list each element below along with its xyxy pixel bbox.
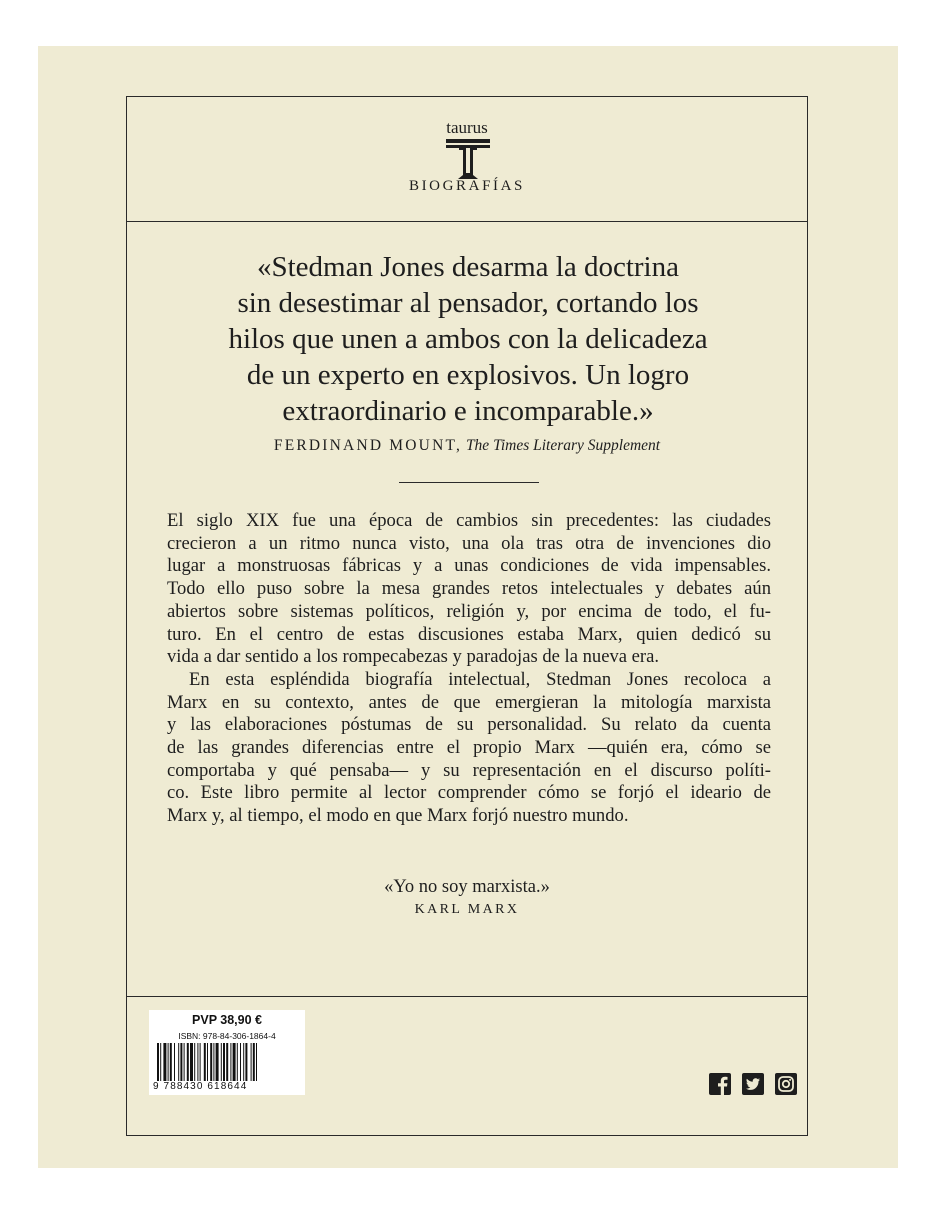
barcode-bar bbox=[240, 1043, 241, 1081]
social-icons bbox=[703, 1073, 797, 1095]
barcode-bar bbox=[210, 1043, 212, 1081]
barcode-bar bbox=[204, 1043, 206, 1081]
book-back-cover bbox=[38, 46, 898, 1168]
barcode-bar bbox=[187, 1043, 189, 1081]
isbn-digits: 9 788430 618644 bbox=[153, 1081, 248, 1092]
section-divider bbox=[399, 482, 539, 483]
barcode-bar bbox=[163, 1043, 166, 1081]
cover-frame bbox=[126, 96, 808, 1136]
epigraph-quote: «Yo no soy marxista.» bbox=[384, 877, 550, 897]
synopsis-line: vida a dar sentido a los rompecabezas y paradojas de la nueva era. bbox=[167, 646, 659, 668]
barcode-bar bbox=[243, 1043, 244, 1081]
quote-line: de un experto en explosivos. Un logro bbox=[246, 359, 690, 391]
barcode-bar bbox=[245, 1043, 247, 1081]
instagram-icon bbox=[775, 1073, 797, 1095]
epigraph bbox=[127, 877, 807, 918]
synopsis-line: comportaba y qué pensaba— y su representación en el discurso políti- bbox=[167, 759, 771, 781]
synopsis-line: Marx en su contexto, antes de que emergieran la mitología marxista bbox=[167, 691, 771, 713]
quote-attribution bbox=[127, 437, 807, 455]
barcode-bar bbox=[180, 1043, 182, 1081]
quote-publication: The Times Literary Supplement bbox=[465, 437, 661, 454]
synopsis-line: lugar a monstruosas fábricas y a unas condiciones de vida impensables. bbox=[167, 555, 771, 577]
barcode-bar bbox=[251, 1043, 252, 1081]
barcode-bar bbox=[221, 1043, 222, 1081]
barcode-bar bbox=[213, 1043, 214, 1081]
barcode-bar bbox=[157, 1043, 159, 1081]
barcode-bar bbox=[207, 1043, 208, 1081]
price-label: PVP 38,90 € bbox=[192, 1013, 262, 1027]
quote-line: extraordinario e incomparable.» bbox=[282, 395, 654, 427]
synopsis-line: Todo ello puso sobre la mesa grandes retos intelectuales y debates aún bbox=[167, 578, 771, 600]
barcode-bar bbox=[216, 1043, 219, 1081]
barcode-bar bbox=[230, 1043, 231, 1081]
twitter-icon bbox=[742, 1073, 764, 1095]
barcode-bar bbox=[174, 1043, 175, 1081]
barcode-label bbox=[149, 1010, 305, 1095]
barcode-bar bbox=[256, 1043, 257, 1081]
synopsis-line: crecieron a un ritmo nunca visto, una ola tras otra de invenciones dio bbox=[167, 532, 771, 554]
taurus-logo-icon bbox=[446, 139, 490, 179]
epigraph-author: KARL MARX bbox=[414, 902, 520, 917]
quote-line: hilos que unen a ambos con la delicadeza bbox=[228, 323, 708, 355]
synopsis-line: de las grandes diferencias entre el propio Marx —quién era, cómo se bbox=[167, 737, 771, 759]
publisher-name: taurus bbox=[446, 118, 488, 137]
synopsis-line: turo. En el centro de estas discusiones estaba Marx, quien dedicó su bbox=[167, 623, 771, 645]
barcode-bar bbox=[253, 1043, 255, 1081]
barcode-bar bbox=[233, 1043, 236, 1081]
barcode-bar bbox=[190, 1043, 193, 1081]
synopsis-line: y las elaboraciones póstumas de su personalidad. Su relato da cuenta bbox=[167, 714, 771, 736]
synopsis-line: abiertos sobre sistemas políticos, religión y, por encima de todo, el fu- bbox=[167, 600, 771, 622]
barcode-icon bbox=[157, 1043, 299, 1081]
cover-footer bbox=[127, 996, 807, 1137]
barcode-bar bbox=[178, 1043, 179, 1081]
publisher-header bbox=[127, 97, 807, 222]
synopsis-line: El siglo XIX fue una época de cambios sin precedentes: las ciudades bbox=[167, 510, 771, 531]
synopsis-line: En esta espléndida biografía intelectual, Stedman Jones recoloca a bbox=[189, 668, 771, 690]
barcode-bar bbox=[160, 1043, 161, 1081]
barcode-bar bbox=[226, 1043, 228, 1081]
barcode-bar bbox=[184, 1043, 185, 1081]
quote-author: FERDINAND MOUNT, bbox=[273, 437, 463, 454]
barcode-bar bbox=[223, 1043, 225, 1081]
barcode-bar bbox=[200, 1043, 201, 1081]
barcode-bar bbox=[197, 1043, 198, 1081]
synopsis-line: Marx y, al tiempo, el modo en que Marx forjó nuestro mundo. bbox=[167, 805, 629, 827]
isbn-label: ISBN: 978-84-306-1864-4 bbox=[178, 1031, 276, 1041]
barcode-bar bbox=[168, 1043, 169, 1081]
synopsis-line: co. Este libro permite al lector comprender cómo se forjó el ideario de bbox=[167, 782, 771, 804]
barcode-bar bbox=[237, 1043, 238, 1081]
facebook-icon bbox=[709, 1073, 731, 1095]
review-quote bbox=[147, 249, 789, 429]
barcode-bar bbox=[194, 1043, 195, 1081]
barcode-bar bbox=[170, 1043, 172, 1081]
synopsis bbox=[167, 510, 771, 828]
quote-line: «Stedman Jones desarma la doctrina bbox=[257, 251, 679, 283]
quote-line: sin desestimar al pensador, cortando los bbox=[237, 287, 699, 319]
collection-name: BIOGRAFÍAS bbox=[408, 178, 525, 194]
